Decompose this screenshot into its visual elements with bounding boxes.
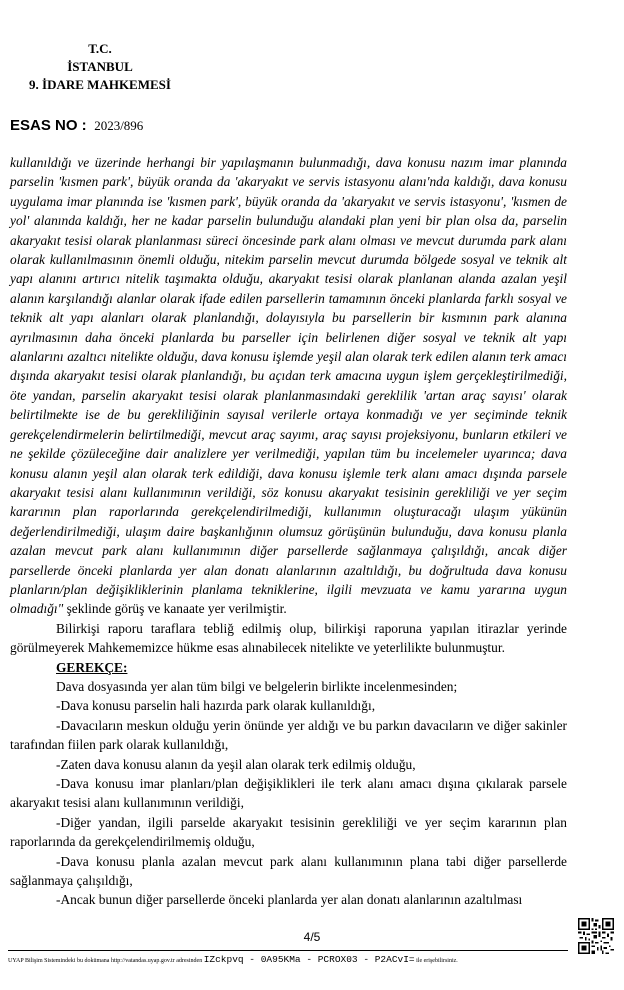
- case-number-label: ESAS NO :: [10, 117, 87, 134]
- document-body: [10, 153, 567, 910]
- reason-item: -Ancak bunun diğer parsellerde önceki planlarda yer alan donatı alanlarının azaltılması: [56, 892, 523, 908]
- reason-item: -Zaten dava konusu alanın da yeşil alan olarak terk edilmiş olduğu,: [56, 756, 416, 772]
- reason-item: -Dava konusu planla azalan mevcut park alanı kullanımının plana tabi diğer parsellerde sağlanmaya çalışıldığı,: [10, 853, 567, 889]
- footer-suffix: ile erişebilirsiniz.: [416, 958, 458, 964]
- footer-prefix: UYAP Bilişim Sistemindeki bu dokümana http://vatandas.uyap.gov.tr adresinden: [8, 958, 203, 964]
- reason-item: -Dava konusu parselin hali hazırda park olarak kullanıldığı,: [56, 698, 376, 714]
- page-number: 4/5: [303, 930, 321, 944]
- header-line-city: İSTANBUL: [67, 59, 133, 74]
- qr-code-icon: [578, 918, 614, 954]
- paragraph-intro: Dava dosyasında yer alan tüm bilgi ve belgelerin birlikte incelenmesinden;: [56, 678, 458, 694]
- header-line-court: 9. İDARE MAHKEMESİ: [29, 77, 171, 92]
- paragraph-objections: Bilirkişi raporu taraflara tebliğ edilmiş olup, bilirkişi raporuna yapılan itirazlar yerinde görülmeyerek Mahkememizce hükme esas alınabilecek nitelikte ve yeterlilikte bulunmuştur.: [10, 620, 567, 656]
- quote-tail: şeklinde görüş ve kanaate yer verilmiştir.: [63, 601, 287, 617]
- case-number: [10, 117, 143, 135]
- quote-text: kullanıldığı ve üzerinde herhangi bir yapılaşmanın bulunmadığı, dava konusu nazım imar planında parselin 'kısmen park', büyük oranda da 'akaryakıt ve servis istasyonu alanı'nda kaldığı, dava konusu uygulama imar planında ise 'kısmen park', büyük oranda da 'akaryakıt ve servis istasyonu', 'kısmen de yol' alanında kaldığı, her ne kadar parselin bulunduğu alandaki plan yeni bir plan olsa da, parselin akaryakıt tesisi olarak planlanması süreci öncesinde park alanı olması ve mevcut durumda park alanı olarak kullanılmasının önemli olduğu, nitekim parselin mevcut durumda bölgede sosyal ve teknik alt yapı alanını artırıcı nitelik taşımakta olduğu, akaryakıt tesisi olarak planlanan alanda azalan yeşil alanın karşılandığı alanlar olarak ifade edilen parsellerin tamamının önceki planlarda farklı sosyal ve teknik alt yapı alanları olarak planlandığı, dolayısıyla bu parsellerin bir kısmının park alanına ayrılmasının daha önceki planlarda bu parseller için belirlenen diğer sosyal ve teknik alt yapı alanlarını azaltıcı nitelikte olduğu, dava konusu işlemde yeşil alan olarak terk edilen alanın terk amacı dışında akaryakıt tesisi olarak planlandığı, bu açıdan terk amacına uygun işlem gerçekleştirilmediği, öte yandan, parselin akaryakıt tesisi olarak planlanmasındaki gereklilik 'artan araç sayısı' olarak belirtilmekte ise de bu gerekliliğinin sayısal verilerle ortaya konmadığı ve yer seçiminde teknik gerekçelendirmelerin belirtilmediği, mevcut araç sayımı, araç sayısı projeksiyonu, bunların etkileri ve ne şekilde çözüleceğine dair analizlere yer verilmediği, yapılan tüm bu incelemeler uyarınca; dava konusu alanın yeşil alan olarak terk edildiği, dava konusu işlemle terk alanı amacı dışında parsele akaryakıt tesisi alanı kullanımının verildiği, söz konusu akaryakıt tesisinin gerekliliği ve yer seçim kararının plan raporlarında gerekçelendirilmediği, kullanımın oluşturacağı ulaşım yükünün değerlendirilmediği, ulaşım daire başkanlığının olumsuz görüşünün bulunduğu, dava konusu planla azalan mevcut park alanı kullanımının diğer parsellerde sağlanmaya çalışıldığı, ancak diğer parsellerde önceki planlarda yer alan donatı alanlarının azaltıldığı, bu doğrultuda dava konusu planların/plan değişikliklerinin planlama tekniklerine, ilgili mevzuata ve kamu yararına uygun olmadığı": [10, 155, 567, 617]
- header-line-tc: T.C.: [88, 41, 112, 56]
- expert-report-quote: [10, 153, 567, 619]
- reason-item: -Davacıların meskun olduğu yerin önünde yer aldığı ve bu parkın davacıların ve diğer sakinler tarafından fiilen park olarak kullanıldığı,: [10, 717, 567, 753]
- footer-verification: [8, 954, 578, 965]
- footer-divider: [8, 950, 568, 951]
- verification-code: IZckpvq - 0A95KMa - PCROX03 - P2ACvI=: [203, 954, 415, 965]
- section-heading-gerekce: GEREKÇE:: [56, 659, 128, 675]
- reason-item: -Diğer yandan, ilgili parselde akaryakıt tesisinin gerekliliği ve yer seçim kararının plan raporlarında da gerekçelendirilmemiş olduğu,: [10, 814, 567, 850]
- reason-item: -Dava konusu imar planları/plan değişiklikleri ile terk alanı amacı dışına çıkılarak parsele akaryakıt tesisi alanı kullanımının verildiği,: [10, 776, 567, 811]
- court-header: [0, 40, 200, 94]
- case-number-value: 2023/896: [94, 118, 144, 133]
